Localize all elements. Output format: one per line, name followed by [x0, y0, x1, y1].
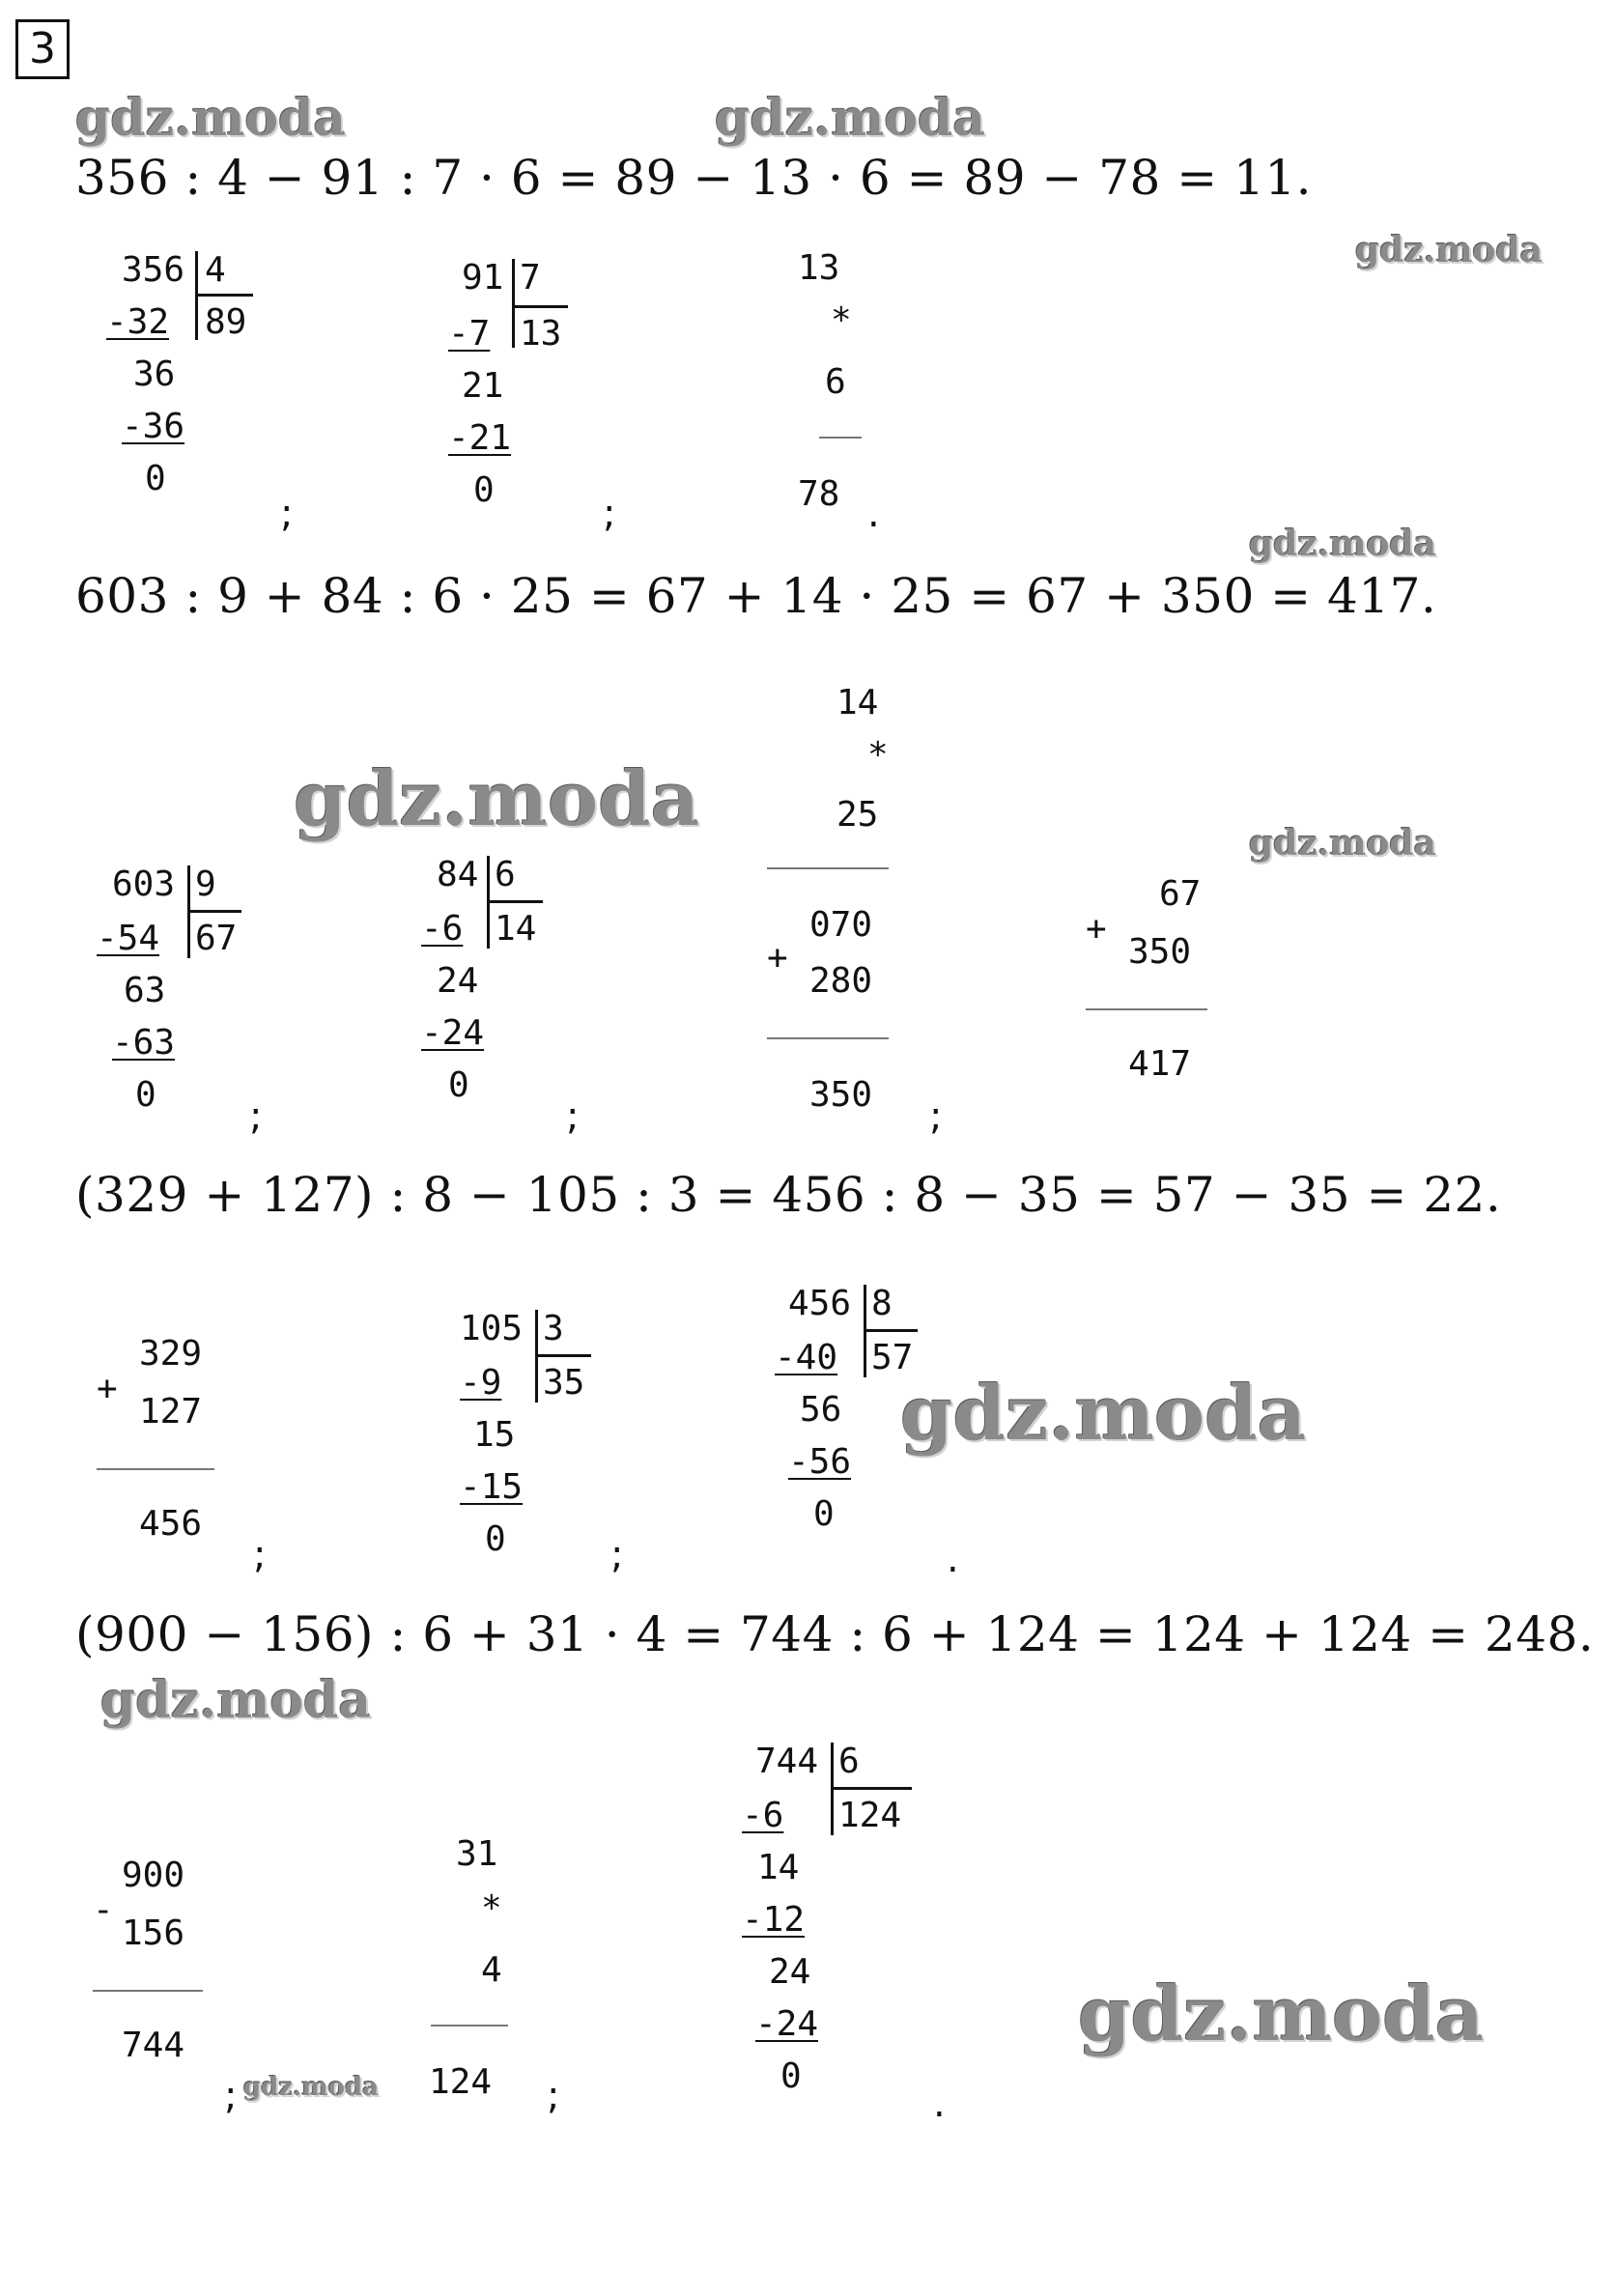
calc-digit: 124: [429, 2062, 493, 2102]
calc-digit: 13: [520, 314, 562, 354]
calc-line: [1086, 1008, 1207, 1010]
calc-digit: 78: [798, 474, 840, 514]
period: .: [933, 2082, 946, 2126]
calc-digit: 156: [122, 1913, 185, 1953]
calc-line: [487, 900, 543, 903]
calc-digit: 6: [838, 1742, 860, 1781]
calc-line: [819, 437, 862, 439]
semicolon: ;: [603, 492, 616, 536]
calc-digit: 0: [448, 1065, 469, 1105]
calc-digit: -15: [460, 1467, 524, 1507]
calc-digit: 67: [1159, 874, 1202, 914]
calc-digit: 36: [133, 354, 176, 394]
calc-digit: 900: [122, 1856, 185, 1895]
watermark: gdz.moda: [243, 2073, 380, 2102]
calc-digit: -12: [742, 1900, 806, 1940]
calc-digit: 350: [809, 1075, 873, 1115]
calc-line: [535, 1354, 591, 1357]
calc-digit: 0: [135, 1075, 156, 1115]
calc-digit: 127: [139, 1392, 203, 1431]
task-number-badge: 3: [15, 19, 70, 79]
calc-digit: 8: [871, 1284, 893, 1323]
calc-digit: 0: [485, 1519, 506, 1559]
calc-digit: -21: [448, 418, 512, 458]
semicolon: ;: [253, 1533, 267, 1577]
watermark: gdz.moda: [900, 1370, 1307, 1458]
calc-digit: 67: [195, 919, 238, 958]
calc-digit: *: [831, 300, 852, 340]
calc-digit: 91: [462, 258, 504, 298]
calc-line: [512, 259, 515, 348]
calc-digit: 456: [788, 1284, 852, 1323]
calc-digit: 9: [195, 865, 216, 904]
calc-digit: 417: [1128, 1044, 1192, 1084]
calc-digit: +: [97, 1369, 118, 1408]
equation-1: 356 : 4 − 91 : 7 · 6 = 89 − 13 · 6 = 89 − 78 = 11.: [75, 150, 1313, 206]
calc-digit: 105: [460, 1309, 524, 1348]
calc-line: [767, 867, 889, 869]
watermark: gdz.moda: [294, 755, 700, 843]
calc-digit: -40: [775, 1338, 838, 1377]
calc-digit: -6: [421, 909, 464, 949]
calc-line: [431, 2025, 508, 2027]
calc-digit: -36: [122, 407, 185, 446]
period: .: [947, 1537, 959, 1581]
calc-digit: -56: [788, 1442, 852, 1482]
watermark: gdz.moda: [1078, 1970, 1485, 2058]
watermark: gdz.moda: [1355, 230, 1543, 270]
calc-digit: -24: [755, 2004, 819, 2044]
calc-digit: -9: [460, 1363, 502, 1403]
semicolon: ;: [249, 1094, 263, 1139]
calc-digit: 31: [456, 1834, 498, 1874]
calc-digit: +: [767, 938, 788, 978]
calc-digit: 6: [495, 855, 516, 894]
watermark: gdz.moda: [1249, 823, 1436, 864]
calc-digit: +: [1086, 909, 1107, 949]
calc-line: [93, 1990, 203, 1992]
calc-digit: 744: [755, 1742, 819, 1781]
calc-digit: 25: [836, 795, 879, 835]
calc-digit: 57: [871, 1338, 914, 1377]
semicolon: ;: [547, 2074, 560, 2118]
semicolon: ;: [929, 1094, 943, 1139]
calc-digit: 89: [205, 302, 247, 342]
calc-digit: 350: [1128, 932, 1192, 972]
calc-digit: 13: [798, 248, 840, 288]
semicolon: ;: [610, 1533, 624, 1577]
calc-line: [864, 1329, 918, 1332]
calc-digit: 15: [473, 1415, 516, 1455]
calc-digit: 3: [543, 1309, 564, 1348]
calc-line: [187, 910, 241, 913]
calc-digit: 14: [757, 1848, 800, 1887]
calc-line: [195, 294, 253, 297]
calc-digit: 070: [809, 905, 873, 945]
calc-digit: 14: [836, 683, 879, 723]
calc-digit: *: [867, 735, 889, 775]
calc-digit: -24: [421, 1013, 485, 1053]
calc-digit: -32: [106, 302, 170, 342]
calc-digit: -7: [448, 314, 491, 354]
semicolon: ;: [224, 2074, 238, 2118]
watermark: gdz.moda: [100, 1671, 372, 1730]
calc-digit: 7: [520, 258, 541, 298]
calc-digit: 35: [543, 1363, 585, 1403]
watermark: gdz.moda: [715, 89, 986, 148]
equation-3: (329 + 127) : 8 − 105 : 3 = 456 : 8 − 35 = 57 − 35 = 22.: [75, 1167, 1502, 1223]
calc-digit: 0: [813, 1494, 835, 1534]
semicolon: ;: [280, 492, 294, 536]
calc-digit: 744: [122, 2026, 185, 2065]
calc-digit: 56: [800, 1390, 842, 1430]
calc-digit: 456: [139, 1504, 203, 1544]
calc-digit: 4: [205, 250, 226, 290]
calc-digit: 0: [780, 2056, 802, 2096]
calc-digit: 329: [139, 1334, 203, 1374]
calc-digit: 280: [809, 961, 873, 1001]
watermark: gdz.moda: [1249, 524, 1436, 564]
calc-digit: -6: [742, 1796, 784, 1835]
calc-digit: 603: [112, 865, 176, 904]
calc-digit: 0: [145, 459, 166, 498]
calc-digit: 63: [124, 971, 166, 1010]
calc-digit: *: [481, 1888, 502, 1928]
semicolon: ;: [566, 1094, 580, 1139]
calc-digit: -63: [112, 1023, 176, 1063]
equation-4: (900 − 156) : 6 + 31 · 4 = 744 : 6 + 124 = 124 + 124 = 248.: [75, 1606, 1595, 1662]
calc-digit: 0: [473, 470, 495, 510]
calc-line: [831, 1787, 912, 1790]
calc-digit: 4: [481, 1950, 502, 1990]
watermark: gdz.moda: [75, 89, 347, 148]
calc-digit: 124: [838, 1796, 902, 1835]
calc-digit: 21: [462, 366, 504, 406]
calc-digit: -: [93, 1890, 114, 1930]
calc-line: [97, 1468, 214, 1470]
calc-digit: 14: [495, 909, 537, 949]
calc-line: [512, 305, 568, 308]
calc-line: [767, 1037, 889, 1039]
period: .: [867, 492, 880, 536]
calc-digit: 84: [437, 855, 479, 894]
calc-digit: -54: [97, 919, 160, 958]
calc-digit: 6: [825, 362, 846, 402]
equation-2: 603 : 9 + 84 : 6 · 25 = 67 + 14 · 25 = 67 + 350 = 417.: [75, 568, 1437, 624]
calc-digit: 24: [437, 961, 479, 1001]
calc-digit: 356: [122, 250, 185, 290]
calc-digit: 24: [769, 1952, 811, 1992]
